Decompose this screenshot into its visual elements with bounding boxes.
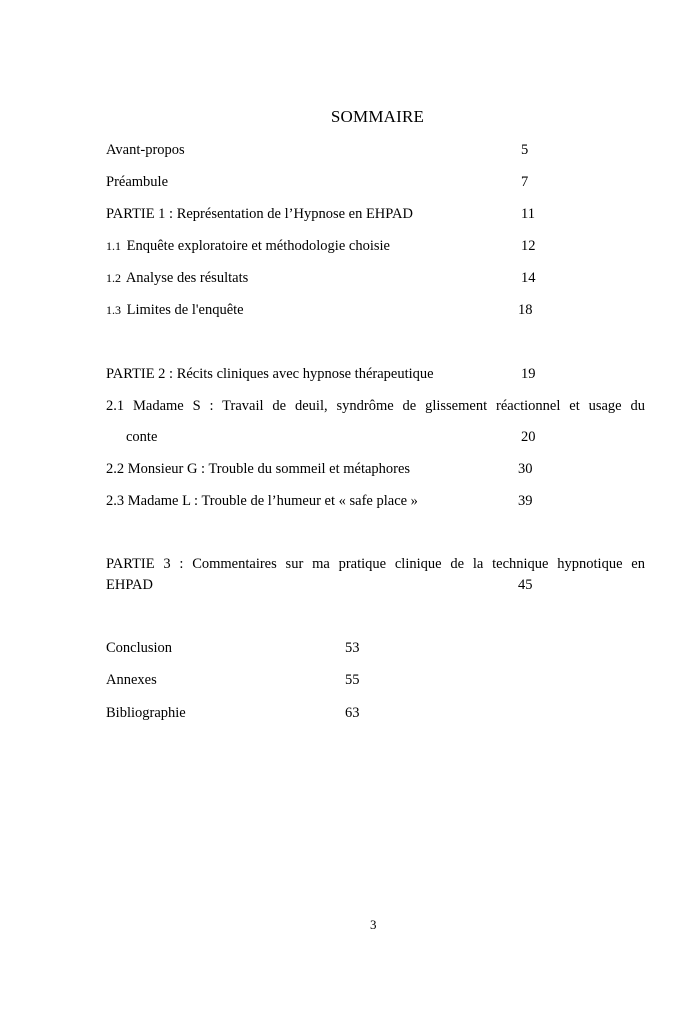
- section-number: 1.3: [106, 303, 121, 317]
- page-number: 3: [370, 917, 377, 932]
- toc-entry-label: Avant-propos: [106, 142, 185, 158]
- toc-entry-section-2-1[interactable]: 2.1 Madame S : Travail de deuil, syndrôme de glissement réactionnel et usage du: [106, 398, 645, 414]
- toc-entry-page: 11: [521, 206, 535, 222]
- section-number: 1.1: [106, 239, 121, 253]
- toc-entry-label: Conclusion: [106, 640, 173, 656]
- toc-entry-page: 63: [345, 705, 360, 721]
- toc-entry-preambule[interactable]: [106, 173, 168, 191]
- toc-entry-page: 7: [521, 174, 529, 190]
- toc-entry-bibliographie[interactable]: [106, 704, 186, 722]
- toc-entry-page: 19: [521, 366, 536, 382]
- toc-entry-section-2-3[interactable]: [106, 492, 418, 510]
- toc-entry-label: Annexes: [106, 672, 157, 688]
- toc-entry-page: 55: [345, 672, 360, 688]
- toc-entry-page: 20: [521, 429, 536, 445]
- toc-entry-page: 45: [518, 577, 533, 593]
- toc-entry-page: 39: [518, 493, 533, 509]
- toc-entry-section-1-1[interactable]: [106, 237, 390, 255]
- toc-entry-label: Préambule: [106, 174, 169, 190]
- toc-entry-page: 14: [521, 270, 536, 286]
- section-number: 1.2: [106, 271, 121, 285]
- toc-entry-page: 12: [521, 238, 536, 254]
- toc-entry-label: Bibliographie: [106, 705, 186, 721]
- toc-entry-label: Enquête exploratoire et méthodologie choisie: [126, 238, 390, 254]
- toc-entry-label: PARTIE 1 : Représentation de l’Hypnose en EHPAD: [106, 206, 413, 222]
- toc-title: SOMMAIRE: [330, 107, 425, 126]
- toc-entry-page: 18: [518, 302, 533, 318]
- toc-entry-label: PARTIE 2 : Récits cliniques avec hypnose thérapeutique: [106, 366, 434, 382]
- toc-entry-annexes[interactable]: [106, 671, 157, 689]
- toc-entry-partie-2[interactable]: [106, 365, 434, 383]
- toc-entry-page: 30: [518, 461, 533, 477]
- toc-entry-partie-3[interactable]: PARTIE 3 : Commentaires sur ma pratique clinique de la technique hypnotique en: [106, 556, 645, 572]
- toc-entry-label: 2.3 Madame L : Trouble de l’humeur et « safe place »: [106, 493, 418, 509]
- toc-entry-section-2-1-continuation: conte: [126, 429, 158, 445]
- toc-entry-partie-3-continuation: EHPAD: [106, 577, 154, 593]
- toc-entry-conclusion[interactable]: [106, 639, 172, 657]
- toc-entry-section-2-2[interactable]: [106, 460, 410, 478]
- toc-entry-partie-1[interactable]: [106, 205, 413, 223]
- toc-entry-section-1-2[interactable]: [106, 269, 248, 287]
- toc-entry-label: Analyse des résultats: [125, 270, 249, 286]
- toc-entry-label: 2.2 Monsieur G : Trouble du sommeil et métaphores: [106, 461, 411, 477]
- toc-entry-section-1-3[interactable]: [106, 301, 244, 319]
- toc-entry-page: 5: [521, 142, 529, 158]
- toc-entry-avant-propos[interactable]: [106, 141, 185, 159]
- toc-entry-page: 53: [345, 640, 360, 656]
- toc-entry-label: Limites de l'enquête: [126, 302, 244, 318]
